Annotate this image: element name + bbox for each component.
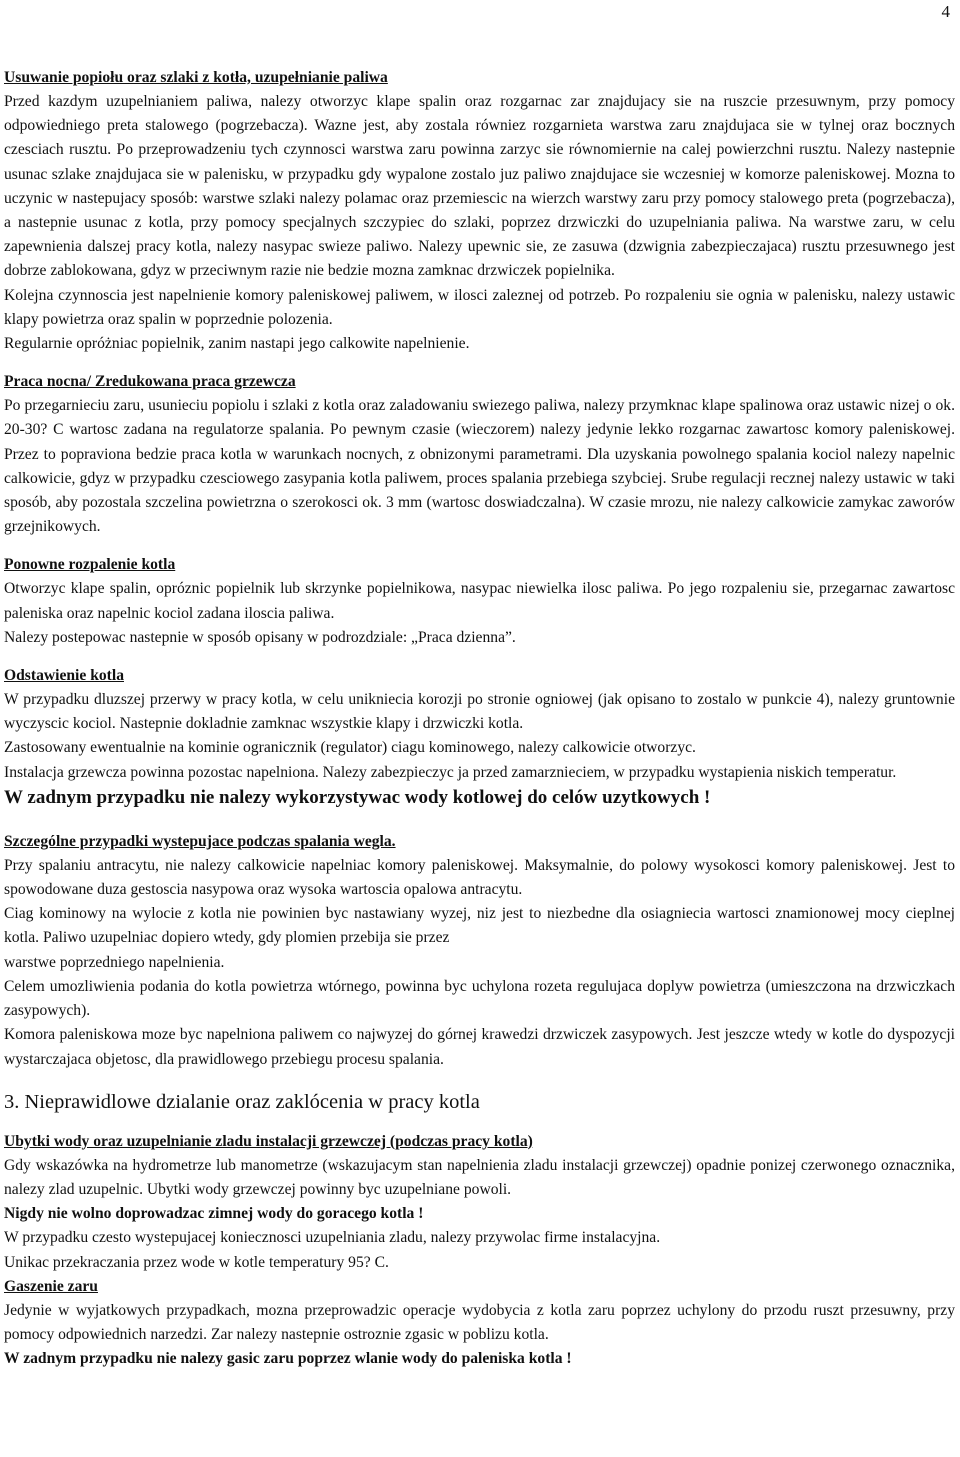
paragraph: Komora paleniskowa moze byc napelniona paliwem co najwyzej do górnej krawedzi drzwiczek zasypowych. Jest jeszcze wtedy w kotle do dyspozycji wystarczajaca objetosc, dla prawidlowego przebiegu procesu spalania. — [4, 1026, 955, 1068]
paragraph: Kolejna czynnoscia jest napelnienie komory paleniskowej paliwem, w ilosci zaleznej od potrzeb. Po rozpaleniu sie ognia w palenisku, nalezy ustawic klapy powietrza oraz spalin w poprzednie polozenia. — [4, 286, 955, 328]
section-heading: Odstawienie kotla — [4, 667, 124, 685]
section-heading: Szczególne przypadki wystepujace podczas spalania wegla. — [4, 832, 396, 850]
paragraph: Ciag kominowy na wylocie z kotla nie powinien byc nastawiany wyzej, niz jest to niezbedne dla osiagniecia wartosci znamionowej mocy cieplnej kotla. Paliwo uzupelniac dopiero wtedy, gdy plomien przebija sie przez — [4, 905, 955, 947]
page-number: 4 — [941, 2, 950, 21]
paragraph: W przypadku dluzszej przerwy w pracy kotla, w celu unikniecia korozji po stronie ogniowej (jak opisano to zostalo w punkcie 4), nalezy gruntownie wyczyscic kociol. Nastepnie dokladnie zamknac wszystkie klapy i drzwiczki kotla. — [4, 691, 955, 733]
paragraph: Unikac przekraczania przez wode w kotle temperatury 95? C. — [4, 1253, 389, 1271]
section-ash-removal — [4, 66, 955, 356]
section-heading: Ponowne rozpalenie kotla — [4, 556, 176, 574]
section-reignition — [4, 553, 955, 650]
paragraph: Przed kazdym uzupelnianiem paliwa, nalezy otworzyc klape spalin oraz rozgarnac zar znajdujacy sie na ruszcie przesuwnym, przy pomocy odpowiedniego preta stalowego (pogrzebacza). Wazne jest, aby zostala równiez rozgarnieta warstwa zaru znajdujaca sie w tylnej oraz bocznych czesciach rusztu. Po przeprowadzeniu tych czynnosci warstwa zaru powinna zarzyc sie równomiernie na calej powierzchni rusztu. Nalezy nastepnie usunac szlake znajdujaca sie w palenisku, w przypadku gdy wypalone zostalo juz paliwo znajdujace sie wczesniej w komorze paleniskowej. Mozna to uczynic w nastepujacy sposób: warstwe szlaki nalezy polamac oraz przemiescic na wierzch warstwy zaru przy pomocy stalowego preta (pogrzebacza), a nastepnie usunac z kotla, przy pomocy specjalnych szczypiec do szlaki, poprzez drzwiczki do uzupelniania paliwa. Na warstwe zaru, w celu zapewnienia dalszej pracy kotla, nalezy nasypac swieze paliwo. Nalezy upewnic sie, ze zasuwa (dzwignia zabezpieczajaca) rusztu przesuwnego jest dobrze zablokowana, gdyz w przeciwnym razie nie bedzie mozna zamknac drzwiczek popielnika. — [4, 93, 955, 280]
section-heading: Ubytki wody oraz uzupelnianie zladu instalacji grzewczej (podczas pracy kotla) — [4, 1132, 533, 1150]
paragraph: Instalacja grzewcza powinna pozostac napelniona. Nalezy zabezpieczyc ja przed zamarznieciem, w przypadku wystapienia niskich temperatur. — [4, 763, 897, 781]
paragraph: Po przegarnieciu zaru, usunieciu popiolu i szlaki z kotla oraz zaladowaniu swiezego paliwa, nalezy przymknac klape spalinowa oraz ustawic nizej o ok. 20-30? C wartosc zadana na regulatorze spalania. Po pewnym czasie (wieczorem) nalezy jedynie lekko rozgarnac zawartosc komory paleniskowej. Przez to popraviona bedzie praca kotla w warunkach nocnych, z obnizonymi parametrami. Dla uzyskania powolnego spalania kociol nalezy napelnic calkowicie, gdyz w przypadku czesciowego zasypania kotla paliwem, proces spalania przebiega szybciej. Srube regulacji recznej nalezy ustawic w taki sposób, aby pozostala szczelina powietrzna o szerokosci ok. 3 mm (wartosc doswiadczalna). W czasie mrozu, nie nalezy calkowicie zamykac zaworów grzejnikowych. — [4, 397, 955, 536]
paragraph: Zastosowany ewentualnie na kominie ogranicznik (regulator) ciagu kominowego, nalezy calkowicie otworzyc. — [4, 739, 696, 757]
paragraph: W przypadku czesto wystepujacej koniecznosci uzupelniania zladu, nalezy przywolac firme instalacyjna. — [4, 1229, 661, 1247]
warning-text: W zadnym przypadku nie nalezy gasic zaru poprzez wlanie wody do paleniska kotla ! — [4, 1350, 572, 1368]
paragraph: Gdy wskazówka na hydrometrze lub manometrze (wskazujacym stan napelnienia zladu instalacji grzewczej) opadnie ponizej czerwonego oznacznika, nalezy zlad uzupelnic. Ubytki wody grzewczej powinny byc uzupelniane powoli. — [4, 1156, 955, 1198]
paragraph: warstwe poprzedniego napelnienia. — [4, 953, 225, 971]
paragraph: Nalezy postepowac nastepnie w sposób opisany w podrozdziale: „Praca dzienna”. — [4, 628, 516, 646]
section-night-operation — [4, 370, 955, 539]
section-heading: Praca nocna/ Zredukowana praca grzewcza — [4, 373, 296, 391]
subsection-heading: Gaszenie zaru — [4, 1277, 98, 1295]
section-water-loss — [4, 1130, 955, 1372]
section-shutdown — [4, 664, 955, 811]
section-coal-special-cases — [4, 830, 955, 1072]
chapter-heading: 3. Nieprawidlowe dzialanie oraz zaklócenia w pracy kotla — [4, 1090, 480, 1113]
warning-text: Nigdy nie wolno doprowadzac zimnej wody do goracego kotla ! — [4, 1205, 424, 1223]
document-body — [4, 66, 955, 1371]
paragraph: Otworzyc klape spalin, opróznic popielnik lub skrzynke popielnikowa, nasypac niewielka ilosc paliwa. Po jego rozpaleniu sie, przegarnac zawartosc paleniska oraz napelnic kociol zadana iloscia paliwa. — [4, 580, 955, 622]
paragraph: Przy spalaniu antracytu, nie nalezy calkowicie napelniac komory paleniskowej. Maksymalnie, do polowy wysokosci komory paleniskowej. Jest to spowodowane duza gestoscia nasypowa oraz wysoka wartoscia opalowa antracytu. — [4, 856, 955, 899]
warning-text: W zadnym przypadku nie nalezy wykorzystywac wody kotlowej do celów uzytkowych ! — [4, 786, 711, 808]
paragraph: Jedynie w wyjatkowych przypadkach, mozna przeprowadzic operacje wydobycia z kotla zaru poprzez uchylony do przodu ruszt przesuwny, przy pomocy odpowiednich narzedzi. Zar nalezy nastepnie ostroznie zgasic w poblizu kotla. — [4, 1301, 955, 1343]
section-heading: Usuwanie popiołu oraz szlaki z kotła, uzupełnianie paliwa — [4, 69, 388, 86]
paragraph: Regularnie opróżniac popielnik, zanim nastapi jego calkowite napelnienie. — [4, 335, 470, 353]
paragraph: Celem umozliwienia podania do kotla powietrza wtórnego, powinna byc uchylona rozeta regulujaca doplyw powietrza (umieszczona na drzwiczkach zasypowych). — [4, 977, 955, 1020]
